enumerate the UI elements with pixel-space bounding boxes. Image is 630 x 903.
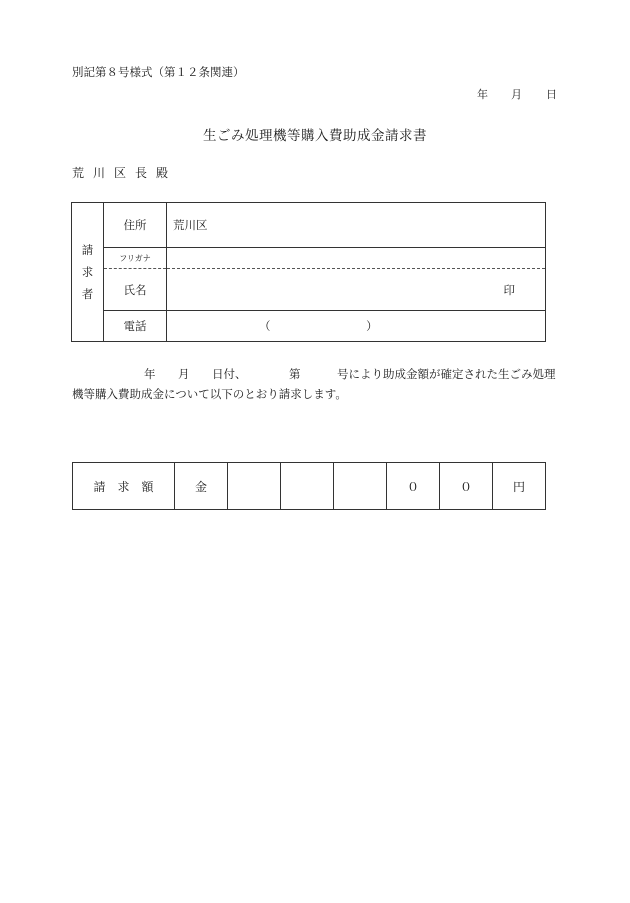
claim-digit-3[interactable] xyxy=(334,463,387,510)
claim-amount-label: 請 求 額 xyxy=(73,463,175,510)
statement-text-1: 号により助成金額が確定された生ごみ処理 xyxy=(337,367,556,381)
claim-digit-4[interactable]: ０ xyxy=(387,463,440,510)
seal-mark: 印 xyxy=(503,282,515,297)
statement-month: 月 xyxy=(178,367,190,381)
statement-number-prefix: 第 xyxy=(289,367,301,381)
claim-prefix: 金 xyxy=(175,463,228,510)
statement-year: 年 xyxy=(144,367,156,381)
form-reference: 別記第８号様式（第１２条関連） xyxy=(72,65,245,79)
phone-close-paren: ） xyxy=(366,319,378,333)
request-statement xyxy=(72,364,562,404)
date-year-label: 年 xyxy=(477,88,488,101)
claim-amount-table xyxy=(72,462,546,510)
claim-digit-2[interactable] xyxy=(281,463,334,510)
side-char-3: 者 xyxy=(81,287,94,301)
requester-table xyxy=(71,202,546,342)
phone-open-paren: （ xyxy=(259,319,271,333)
address-field[interactable]: 荒川区 xyxy=(167,203,546,248)
statement-text-2: 機等購入費助成金について以下のとおり請求します。 xyxy=(72,387,347,401)
date-month-label: 月 xyxy=(511,88,522,101)
document-title: 生ごみ処理機等購入費助成金請求書 xyxy=(203,128,427,144)
side-char-2: 求 xyxy=(81,265,94,279)
statement-day: 日付、 xyxy=(212,367,247,381)
side-char-1: 請 xyxy=(81,243,94,257)
date-day-label: 日 xyxy=(546,88,557,101)
claim-digit-1[interactable] xyxy=(228,463,281,510)
requester-side-label xyxy=(72,203,104,342)
name-label: 氏名 xyxy=(104,269,167,311)
address-label: 住所 xyxy=(104,203,167,248)
furigana-field[interactable] xyxy=(167,248,546,269)
phone-label: 電話 xyxy=(104,311,167,342)
phone-field[interactable] xyxy=(167,311,546,342)
claim-digit-5[interactable]: ０ xyxy=(440,463,493,510)
addressee: 荒川区長殿 xyxy=(72,166,178,180)
name-field[interactable] xyxy=(167,269,546,311)
claim-unit: 円 xyxy=(493,463,546,510)
furigana-label: フリガナ xyxy=(104,248,167,269)
